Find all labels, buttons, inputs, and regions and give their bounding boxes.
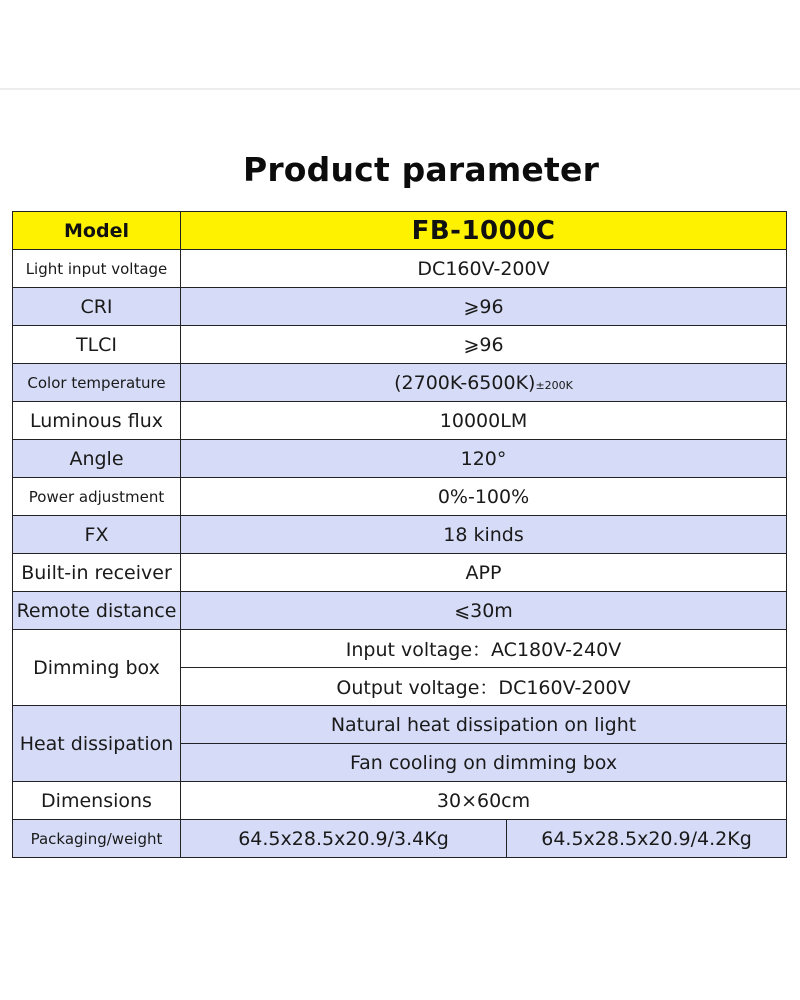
row-value: ⩾96 — [181, 288, 787, 326]
table-row — [13, 630, 787, 668]
row-value: 120° — [181, 440, 787, 478]
table-row — [13, 782, 787, 820]
heat-dissipation-label: Heat dissipation — [13, 706, 181, 782]
row-value: APP — [181, 554, 787, 592]
model-value: FB-1000C — [181, 212, 787, 250]
dimming-box-input: Input voltage：AC180V-240V — [181, 630, 787, 668]
table-row — [13, 440, 787, 478]
table-row — [13, 478, 787, 516]
row-value: 18 kinds — [181, 516, 787, 554]
row-value — [181, 364, 787, 402]
row-label: Color temperature — [13, 364, 181, 402]
row-label: Light input voltage — [13, 250, 181, 288]
table-row — [13, 364, 787, 402]
packaging-value-light: 64.5x28.5x20.9/3.4Kg — [181, 820, 507, 858]
table-row — [13, 326, 787, 364]
row-value: 10000LM — [181, 402, 787, 440]
table-header-row — [13, 212, 787, 250]
row-value: 30×60cm — [181, 782, 787, 820]
row-value: DC160V-200V — [181, 250, 787, 288]
row-label: Dimensions — [13, 782, 181, 820]
row-label: Packaging/weight — [13, 820, 181, 858]
row-label: Luminous flux — [13, 402, 181, 440]
row-label: CRI — [13, 288, 181, 326]
spec-table — [12, 211, 787, 858]
page-title: Product parameter — [242, 150, 600, 189]
dimming-box-label: Dimming box — [13, 630, 181, 706]
color-temperature-tolerance: ±200K — [535, 378, 573, 392]
table-row — [13, 516, 787, 554]
table-row — [13, 592, 787, 630]
table-row — [13, 402, 787, 440]
table-row — [13, 288, 787, 326]
table-row — [13, 250, 787, 288]
row-label: FX — [13, 516, 181, 554]
row-label: TLCI — [13, 326, 181, 364]
heat-dissipation-light: Natural heat dissipation on light — [181, 706, 787, 744]
row-label: Angle — [13, 440, 181, 478]
row-value: ⩾96 — [181, 326, 787, 364]
table-row — [13, 820, 787, 858]
row-label: Remote distance — [13, 592, 181, 630]
color-temperature-range: (2700K-6500K) — [394, 371, 536, 394]
table-row — [13, 554, 787, 592]
heat-dissipation-box: Fan cooling on dimming box — [181, 744, 787, 782]
row-value: 0%-100% — [181, 478, 787, 516]
packaging-value-box: 64.5x28.5x20.9/4.2Kg — [507, 820, 787, 858]
dimming-box-output: Output voltage：DC160V-200V — [181, 668, 787, 706]
top-divider — [0, 88, 800, 90]
table-row — [13, 706, 787, 744]
row-label: Power adjustment — [13, 478, 181, 516]
model-label: Model — [13, 212, 181, 250]
row-label: Built-in receiver — [13, 554, 181, 592]
row-value: ⩽30m — [181, 592, 787, 630]
